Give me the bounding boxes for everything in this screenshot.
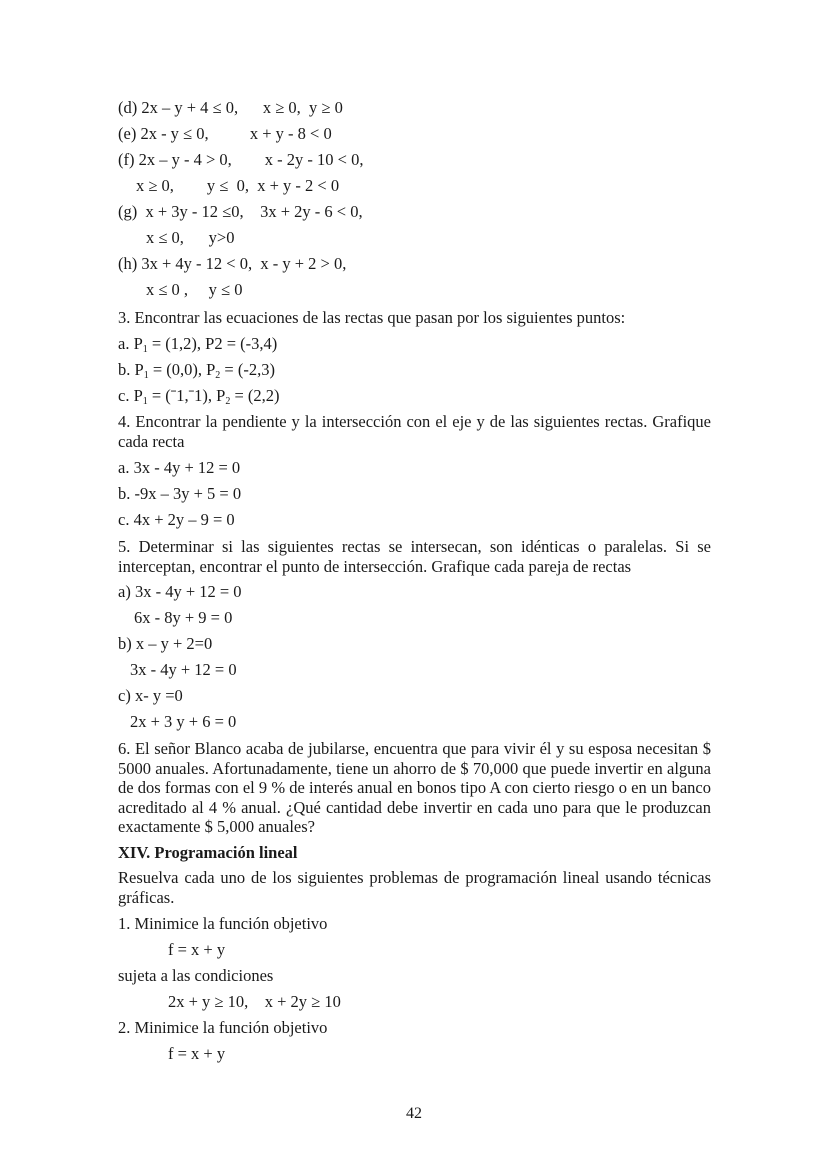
problem-3c-sub1: 1	[142, 396, 148, 407]
inequality-e: (e) 2x - y ≤ 0, x + y - 8 < 0	[118, 124, 332, 143]
inequality-g-line1: (g) x + 3y - 12 ≤0, 3x + 2y - 6 < 0,	[118, 202, 363, 221]
section-14-heading: XIV. Programación lineal	[118, 843, 298, 862]
inequality-g-line2: x ≤ 0, y>0	[146, 228, 235, 247]
problem-5-statement: 5. Determinar si las siguientes rectas se intersecan, son idénticas o paralelas. Si se interceptan, encontrar el punto de intersección. Grafique cada pareja de rectas	[118, 537, 711, 576]
lp-problem-2-title: 2. Minimice la función objetivo	[118, 1018, 328, 1037]
problem-3a-prefix: a. P	[118, 334, 143, 353]
lp-problem-1-objective: f = x + y	[168, 940, 226, 959]
problem-5a-line1: a) 3x - 4y + 12 = 0	[118, 582, 242, 601]
problem-3b-rest: = (-2,3)	[220, 360, 275, 379]
problem-3-statement: 3. Encontrar las ecuaciones de las rectas que pasan por los siguientes puntos:	[118, 308, 626, 327]
problem-3c-mid: = (ˉ1,ˉ1), P	[147, 386, 226, 405]
inequality-f-line1: (f) 2x – y - 4 > 0, x - 2y - 10 < 0,	[118, 150, 364, 169]
problem-4a: a. 3x - 4y + 12 = 0	[118, 458, 241, 477]
problem-3b-mid: = (0,0), P	[148, 360, 216, 379]
problem-5b-line2: 3x - 4y + 12 = 0	[130, 660, 237, 679]
problem-3c-sub2: 2	[225, 396, 231, 407]
problem-3c-rest: = (2,2)	[230, 386, 280, 405]
inequality-h-line2: x ≤ 0 , y ≤ 0	[146, 280, 243, 299]
problem-4c: c. 4x + 2y – 9 = 0	[118, 510, 235, 529]
lp-problem-1-title: 1. Minimice la función objetivo	[118, 914, 328, 933]
problem-4-statement: 4. Encontrar la pendiente y la intersección con el eje y de las siguientes rectas. Grafique cada recta	[118, 412, 711, 451]
problem-3b-sub1: 1	[143, 370, 149, 381]
problem-3c-prefix: c. P	[118, 386, 143, 405]
problem-3a-sub1: 1	[142, 344, 148, 355]
inequality-h-line1: (h) 3x + 4y - 12 < 0, x - y + 2 > 0,	[118, 254, 347, 273]
problem-4b: b. -9x – 3y + 5 = 0	[118, 484, 242, 503]
problem-3a	[118, 334, 277, 354]
problem-5c-line2: 2x + 3 y + 6 = 0	[130, 712, 237, 731]
problem-3b-prefix: b. P	[118, 360, 144, 379]
page-number: 42	[406, 1105, 422, 1122]
problem-3b-sub2: 2	[215, 370, 221, 381]
problem-5a-line2: 6x - 8y + 9 = 0	[134, 608, 233, 627]
lp-problem-1-constraints: 2x + y ≥ 10, x + 2y ≥ 10	[168, 992, 341, 1011]
lp-problem-1-subject-to: sujeta a las condiciones	[118, 966, 274, 985]
problem-6-statement: 6. El señor Blanco acaba de jubilarse, encuentra que para vivir él y su esposa necesitan $ 5000 anuales. Afortunadamente, tiene un ahorro de $ 70,000 que puede invertir en alguna de dos formas con el 9 % de interés anual en bonos tipo A con cierto riesgo o en un banco acreditado al 4 % anual. ¿Qué cantidad debe invertir en cada uno para que le produzcan exactamente $ 5,000 anuales?	[118, 739, 711, 836]
problem-3b	[118, 360, 275, 380]
inequality-d: (d) 2x – y + 4 ≤ 0, x ≥ 0, y ≥ 0	[118, 98, 343, 117]
inequality-f-line2: x ≥ 0, y ≤ 0, x + y - 2 < 0	[136, 176, 340, 195]
lp-problem-2-objective: f = x + y	[168, 1044, 226, 1063]
section-14-intro: Resuelva cada uno de los siguientes problemas de programación lineal usando técnicas gráficas.	[118, 868, 711, 907]
problem-3a-rest: = (1,2), P2 = (-3,4)	[147, 334, 278, 353]
problem-5c-line1: c) x- y =0	[118, 686, 183, 705]
problem-5b-line1: b) x – y + 2=0	[118, 634, 213, 653]
problem-3c	[118, 386, 280, 406]
